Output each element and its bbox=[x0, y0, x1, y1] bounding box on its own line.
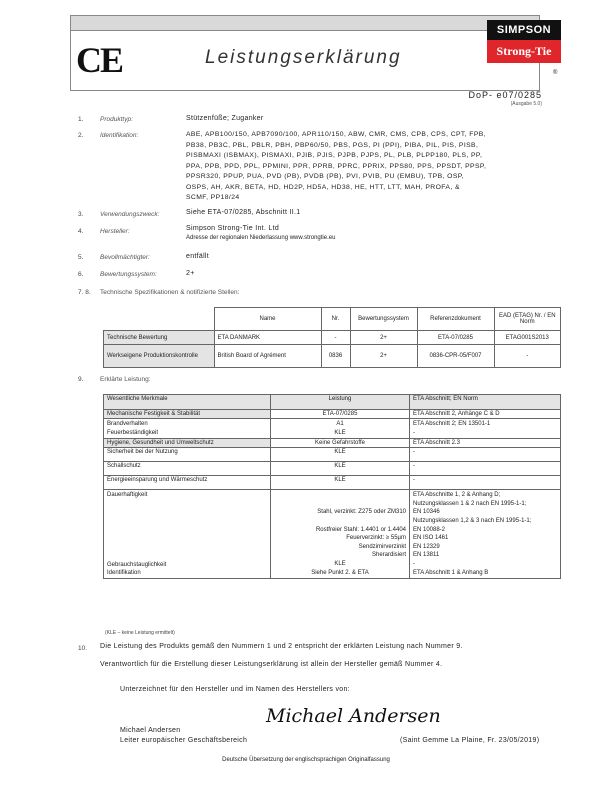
spec-cell: - bbox=[321, 331, 350, 345]
kle-note: (KLE – keine Leistung ermittelt) bbox=[105, 630, 175, 636]
spec-cell: 2+ bbox=[350, 331, 417, 345]
edition: (Ausgabe 5.0) bbox=[510, 101, 542, 107]
perf-line bbox=[274, 500, 406, 509]
item-2-num: 2. bbox=[78, 132, 84, 139]
item-10-text: Die Leistung des Produkts gemäß den Nummern 1 und 2 entspricht der erklärten Leistung nach Nummer 9. bbox=[100, 643, 463, 650]
signer-name: Michael Andersen bbox=[120, 727, 181, 734]
perf-cell: KLE bbox=[271, 448, 410, 462]
logo-top-text: SIMPSON bbox=[487, 20, 561, 40]
ident-line: PPA, PPB, PPD, PPL, PPMINI, PPR, PPRB, PPRC, PPRIX, PPS80, PPS, PPSDT, PPSP, bbox=[186, 162, 487, 170]
item-9-num: 9. bbox=[78, 376, 84, 383]
item-2-label: Identifikation: bbox=[100, 132, 139, 139]
ident-line: OSPS, AH, AKR, BETA, HD, HD2P, HD5A, HD38, HE, HTT, LTT, MAH, PROFA, & bbox=[186, 183, 460, 191]
perf-line: Identifikation bbox=[107, 569, 141, 576]
perf-line: EN 10088-2 bbox=[413, 526, 446, 533]
spec-corner bbox=[104, 308, 215, 331]
header bbox=[70, 15, 540, 90]
spec-cell: 2+ bbox=[350, 345, 417, 368]
perf-line: A1 bbox=[336, 421, 344, 427]
perf-line: ETA Abschnitte 1, 2 & Anhang D; bbox=[413, 492, 501, 499]
spec-header: Name bbox=[214, 308, 321, 331]
spec-cell: British Board of Agrément bbox=[214, 345, 321, 368]
perf-cell: ETA Abschnitt 2.3 bbox=[410, 439, 561, 448]
item-7-label: Technische Spezifikationen & notifizierte Stellen: bbox=[100, 289, 240, 296]
perf-cell: ETA Abschnitt 2, Anhänge C & D bbox=[410, 410, 561, 419]
spec-cell: 0836 bbox=[321, 345, 350, 368]
performance-table bbox=[103, 394, 561, 579]
perf-line bbox=[274, 517, 406, 526]
registered-mark: ® bbox=[553, 70, 558, 76]
responsible-text: Verantwortlich für die Erstellung dieser Leistungserklärung ist allein der Hersteller gemäß Nummer 4. bbox=[100, 661, 443, 668]
perf-cell: Hygiene, Gesundheit und Umweltschutz bbox=[104, 439, 271, 448]
ident-line: PB38, PB3C, PBL, PBLR, PBH, PBP60/50, PBS, PGS, PI (PPI), PIBA, PIL, PIS, PISB, bbox=[186, 141, 479, 149]
perf-line: EN 10346 bbox=[413, 509, 440, 516]
signed-for-text: Unterzeichnet für den Hersteller und im Namen des Herstellers von: bbox=[120, 686, 350, 693]
spec-header: Bewertungssystem bbox=[350, 308, 417, 331]
dop-number: DoP- e07/0285 bbox=[468, 90, 542, 100]
perf-cell: Mechanische Festigkeit & Stabilität bbox=[104, 410, 271, 419]
perf-line: EN 12329 bbox=[413, 543, 440, 550]
table-row bbox=[104, 448, 561, 462]
perf-cell: ETA-07/0285 bbox=[271, 410, 410, 419]
spec-header: Nr. bbox=[321, 308, 350, 331]
perf-line: Brandverhalten bbox=[107, 421, 148, 427]
spec-cell: ETA-07/0285 bbox=[417, 331, 494, 345]
perf-cell: - bbox=[410, 462, 561, 476]
perf-cell: KLE bbox=[271, 476, 410, 490]
perf-cell bbox=[104, 490, 271, 579]
item-3-label: Verwendungszweck: bbox=[100, 211, 160, 218]
manufacturer-address[interactable]: Adresse der regionalen Niederlassung www.strongtie.eu bbox=[186, 235, 336, 241]
ce-mark: CE bbox=[76, 40, 123, 80]
perf-line: Rostfreier Stahl: 1.4401 or 1.4404 bbox=[315, 526, 406, 533]
perf-line: Dauerhaftigkeit bbox=[107, 492, 148, 499]
ident-line: SCMF, PP18/24 bbox=[186, 194, 240, 201]
spec-cell: ETAG001S2013 bbox=[494, 331, 561, 345]
spec-table bbox=[103, 307, 561, 368]
item-7-num: 7. 8. bbox=[78, 289, 91, 296]
perf-cell: - bbox=[410, 476, 561, 490]
perf-cell bbox=[410, 490, 561, 579]
spec-header: Referenzdokument bbox=[417, 308, 494, 331]
perf-cell bbox=[271, 490, 410, 579]
perf-cell: Keine Gefahrstoffe bbox=[271, 439, 410, 448]
item-10-num: 10. bbox=[78, 645, 88, 652]
spec-cell: - bbox=[494, 345, 561, 368]
perf-cell: Energieeinsparung und Wärmeschutz bbox=[104, 476, 271, 490]
perf-line: EN 13811 bbox=[413, 552, 440, 559]
item-4-num: 4. bbox=[78, 228, 84, 235]
perf-line: ETA Abschnitt 1 & Anhang B bbox=[413, 569, 489, 576]
perf-line: Gebrauchstauglichkeit bbox=[107, 561, 167, 568]
table-row bbox=[104, 490, 561, 579]
table-row bbox=[104, 345, 561, 368]
perf-line: Nutzungsklassen 1,2 & 3 nach EN 1995-1-1; bbox=[413, 517, 532, 524]
identification-list bbox=[186, 130, 556, 204]
perf-cell bbox=[271, 419, 410, 439]
perf-line: ETA Abschnitt 2; EN 13501-1 bbox=[413, 421, 491, 427]
perf-line: Nutzungsklassen 1 & 2 nach EN 1995-1-1; bbox=[413, 500, 527, 507]
manufacturer-name: Simpson Strong-Tie Int. Ltd bbox=[186, 225, 280, 232]
logo-bottom-text: Strong-Tie bbox=[487, 40, 561, 63]
table-row bbox=[104, 331, 561, 345]
perf-header: Wesentliche Merkmale bbox=[104, 395, 271, 410]
perf-line: Feuerbeständigkeit bbox=[107, 429, 159, 436]
ident-line: PPSR320, PPUP, PUA, PVD (PB), PVDB (PB), PVI, PVIB, PU (EMBU), TPB, OSP, bbox=[186, 173, 465, 180]
perf-cell bbox=[104, 419, 271, 439]
header-bar bbox=[70, 15, 540, 31]
perf-line: Sendzimirverzinkt bbox=[358, 543, 406, 550]
item-4-label: Hersteller: bbox=[100, 228, 130, 235]
item-6-num: 6. bbox=[78, 271, 84, 278]
place-date: (Saint Gemme La Plaine, Fr. 23/05/2019) bbox=[400, 737, 540, 744]
ident-line: ABE, APB100/150, APB7090/100, APR110/150, ABW, CMR, CMS, CPB, CPS, CPT, FPB, bbox=[186, 131, 487, 138]
table-row bbox=[104, 462, 561, 476]
item-1-label: Produkttyp: bbox=[100, 116, 133, 123]
perf-cell: - bbox=[410, 448, 561, 462]
item-5-num: 5. bbox=[78, 254, 84, 261]
table-row bbox=[104, 476, 561, 490]
item-5-value: entfällt bbox=[186, 253, 210, 260]
perf-cell: Schallschutz bbox=[104, 462, 271, 476]
perf-cell bbox=[410, 419, 561, 439]
page-title: Leistungserklärung bbox=[205, 47, 402, 68]
spec-row-label: Werkseigene Produktionskontrolle bbox=[104, 345, 215, 368]
item-1-value: Stützenfüße; Zuganker bbox=[186, 115, 264, 122]
item-3-value: Siehe ETA-07/0285, Abschnitt II.1 bbox=[186, 209, 301, 216]
table-row bbox=[104, 410, 561, 419]
item-9-label: Erklärte Leistung: bbox=[100, 376, 151, 383]
perf-line bbox=[274, 491, 406, 500]
perf-cell: KLE bbox=[271, 462, 410, 476]
item-1-num: 1. bbox=[78, 116, 84, 123]
perf-line: - bbox=[413, 429, 415, 436]
spec-cell: ETA DANMARK bbox=[214, 331, 321, 345]
perf-line: Stahl, verzinkt: Z275 oder ZM310 bbox=[317, 509, 406, 516]
perf-line: Feuerverzinkt: ≥ 55µm bbox=[346, 535, 406, 542]
item-3-num: 3. bbox=[78, 211, 84, 218]
perf-line: Siehe Punkt 2. & ETA bbox=[311, 569, 369, 576]
item-5-label: Bevollmächtigter: bbox=[100, 254, 150, 261]
table-row bbox=[104, 419, 561, 439]
perf-line: KLE bbox=[334, 560, 346, 567]
perf-line: KLE bbox=[334, 429, 346, 436]
footer-note: Deutsche Übersetzung der englischsprachigen Originalfassung bbox=[222, 757, 390, 763]
spec-cell: 0836-CPR-05/F007 bbox=[417, 345, 494, 368]
signature: Michael Andersen bbox=[266, 705, 441, 727]
signer-title: Leiter europäischer Geschäftsbereich bbox=[120, 737, 248, 744]
perf-line: Sherardisiert bbox=[371, 552, 406, 559]
spec-row-label: Technische Bewertung bbox=[104, 331, 215, 345]
perf-cell: Sicherheit bei der Nutzung bbox=[104, 448, 271, 462]
item-6-value: 2+ bbox=[186, 270, 195, 277]
table-row bbox=[104, 439, 561, 448]
spec-header: EAD (ETAG) Nr. / EN Norm bbox=[494, 308, 561, 331]
simpson-logo bbox=[487, 20, 561, 63]
perf-line: EN ISO 1461 bbox=[413, 535, 449, 542]
item-6-label: Bewertungssystem: bbox=[100, 271, 157, 278]
ident-line: PISBMAXI (ISBMAX), PISMAXI, PJIB, PJIS, PJPB, PJPS, PL, PLB, PLPP180, PLS, PP, bbox=[186, 152, 483, 159]
perf-line: - bbox=[413, 560, 415, 567]
perf-header: Leistung bbox=[271, 395, 410, 410]
perf-header: ETA Abschnitt; EN Norm bbox=[410, 395, 561, 410]
